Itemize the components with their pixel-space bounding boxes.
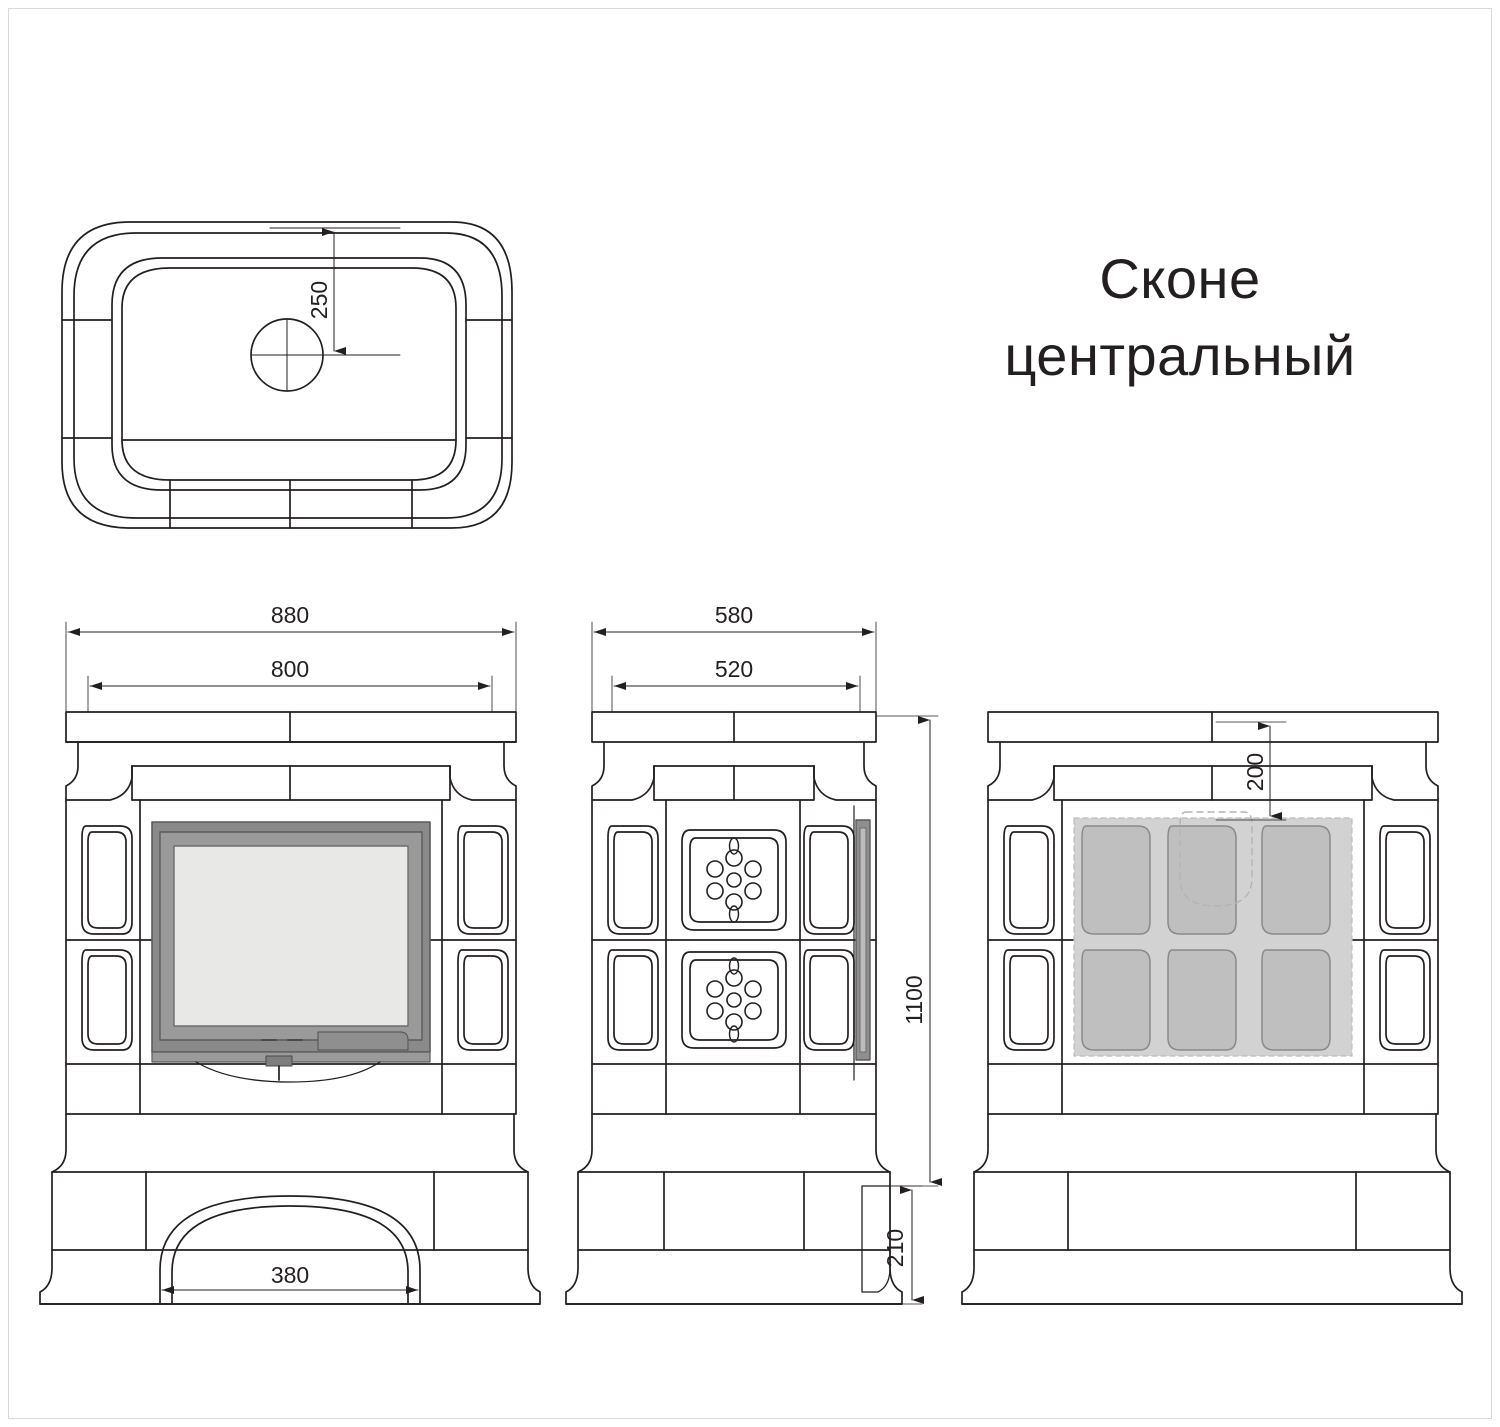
- dim-1100-label: 1100: [901, 975, 927, 1025]
- side-view-group: [566, 712, 902, 1304]
- product-title-line1: Сконе: [1099, 247, 1261, 310]
- top-view-group: [62, 222, 512, 528]
- product-title-line2: центральный: [1004, 324, 1356, 388]
- dim-380-label: 380: [270, 1262, 310, 1288]
- dim-250-label: 250: [306, 280, 332, 320]
- dim-880-label: 880: [270, 602, 310, 628]
- dim-210-label: 210: [882, 1228, 908, 1268]
- front-view-group: [40, 712, 540, 1304]
- dim-250-group: [270, 228, 400, 355]
- dim-520-label: 520: [714, 656, 754, 682]
- dim-1100-group: [876, 716, 938, 1186]
- dim-200-label: 200: [1242, 752, 1268, 792]
- dim-580-label: 580: [714, 602, 754, 628]
- dim-800-label: 800: [270, 656, 310, 682]
- back-view-group: [962, 712, 1462, 1304]
- dim-380-group: [160, 1290, 420, 1304]
